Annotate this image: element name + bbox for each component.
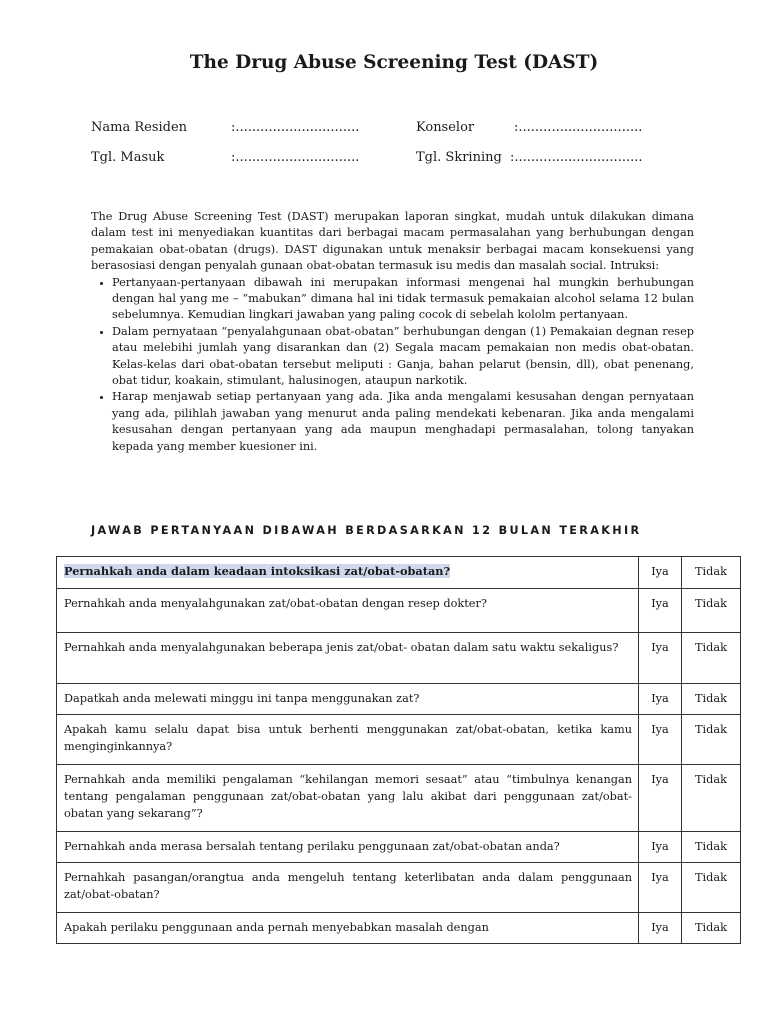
- question-cell: Pernahkah anda merasa bersalah tentang perilaku penggunaan zat/obat-obatan anda?: [57, 832, 639, 863]
- question-cell: Apakah kamu selalu dapat bisa untuk berhenti menggunakan zat/obat-obatan, ketika kamu menginginkannya?: [57, 715, 639, 765]
- answer-no[interactable]: Tidak: [682, 589, 741, 633]
- table-row: [57, 557, 741, 589]
- answer-yes[interactable]: Iya: [639, 863, 682, 913]
- question-cell: Pernahkah pasangan/orangtua anda mengeluh tentang keterlibatan anda dalam penggunaan zat/obat-obatan?: [57, 863, 639, 913]
- answer-no[interactable]: Tidak: [682, 715, 741, 765]
- answer-no[interactable]: Tidak: [682, 633, 741, 684]
- question-cell: Pernahkah anda memiliki pengalaman “kehilangan memori sesaat” atau “timbulnya kenangan tentang pengalaman penggunaan zat/obat-obatan yang lalu akibat dari penggunaan zat/obat-obatan yang sekarang”?: [57, 765, 639, 832]
- nama-residen-label: Nama Residen: [91, 120, 188, 135]
- answer-yes[interactable]: Iya: [639, 633, 682, 684]
- document-title: The Drug Abuse Screening Test (DAST): [189, 52, 599, 73]
- table-row: [57, 715, 741, 765]
- answer-no[interactable]: Tidak: [682, 765, 741, 832]
- instruction-item: • Harap menjawab setiap pertanyaan yang ada. Jika anda mengalami kesusahan dengan pernyataan yang ada, pilihlah jawaban yang menurut anda paling mendekati kebenaran. Jika anda mengalami kesusahan dengan pertanyaan yang ada maupun menghadapi permasalahan, tolong tanyakan kepada yang member kuesioner ini.: [112, 389, 694, 455]
- question-cell: Pernahkah anda menyalahgunakan beberapa jenis zat/obat- obatan dalam satu waktu sekaligus?: [57, 633, 639, 684]
- section-heading: JAWAB PERTANYAAN DIBAWAH BERDASARKAN 12 BULAN TERAKHIR: [91, 524, 642, 537]
- table-row: [57, 913, 741, 944]
- intro-paragraph: The Drug Abuse Screening Test (DAST) merupakan laporan singkat, mudah untuk dilakukan dimana dalam test ini menyediakan kuantitas dari berbagai macam permasalahan yang berhubungan dengan pemakaian obat-obatan (drugs). DAST digunakan untuk menaksir berbagai macam konsekuensi yang berasosiasi dengan penyalah gunaan obat-obatan termasuk isu medis dan masalah social. Intruksi:: [91, 210, 694, 273]
- nama-residen-field[interactable]: :..............................: [231, 120, 360, 135]
- question-cell: [57, 557, 639, 589]
- answer-no[interactable]: Tidak: [682, 832, 741, 863]
- answer-yes[interactable]: Iya: [639, 684, 682, 715]
- tgl-skrining-label: Tgl. Skrining: [416, 150, 502, 165]
- answer-yes[interactable]: Iya: [639, 765, 682, 832]
- answer-yes[interactable]: Iya: [639, 715, 682, 765]
- table-row: [57, 589, 741, 633]
- table-row: [57, 684, 741, 715]
- tgl-skrining-field[interactable]: :...............................: [510, 150, 643, 165]
- konselor-label: Konselor: [416, 120, 475, 135]
- answer-yes[interactable]: Iya: [639, 557, 682, 589]
- tgl-masuk-label: Tgl. Masuk: [91, 150, 165, 165]
- question-cell: Dapatkah anda melewati minggu ini tanpa menggunakan zat?: [57, 684, 639, 715]
- instruction-list: [91, 275, 694, 455]
- answer-yes[interactable]: Iya: [639, 913, 682, 944]
- instruction-item: • Dalam pernyataan “penyalahgunaan obat-obatan” berhubungan dengan (1) Pemakaian degnan resep atau melebihi jumlah yang disarankan dan (2) Segala macam pemakaian non medis obat-obatan. Kelas-kelas dari obat-obatan tersebut meliputi : Ganja, bahan pelarut (bensin, dll), obat penenang, obat tidur, koakain, stimulant, halusinogen, ataupun narkotik.: [112, 324, 694, 390]
- table-row: [57, 863, 741, 913]
- answer-no[interactable]: Tidak: [682, 913, 741, 944]
- intro-section: [91, 209, 694, 455]
- answer-no[interactable]: Tidak: [682, 557, 741, 589]
- table-row: [57, 765, 741, 832]
- answer-yes[interactable]: Iya: [639, 589, 682, 633]
- konselor-field[interactable]: :..............................: [514, 120, 643, 135]
- answer-no[interactable]: Tidak: [682, 863, 741, 913]
- tgl-masuk-field[interactable]: :..............................: [231, 150, 360, 165]
- question-cell: Pernahkah anda menyalahgunakan zat/obat-obatan dengan resep dokter?: [57, 589, 639, 633]
- question-cell: Apakah perilaku penggunaan anda pernah menyebabkan masalah dengan: [57, 913, 639, 944]
- table-row: [57, 633, 741, 684]
- answer-yes[interactable]: Iya: [639, 832, 682, 863]
- instruction-item: • Pertanyaan-pertanyaan dibawah ini merupakan informasi mengenai hal mungkin berhubungan dengan hal yang me – “mabukan” dimana hal ini tidak termasuk pemakaian alcohol selama 12 bulan sebelumnya. Kemudian lingkari jawaban yang paling cocok di sebelah kololm pertanyaan.: [112, 275, 694, 324]
- questionnaire-table: [56, 556, 741, 944]
- table-row: [57, 832, 741, 863]
- question-text: Pernahkah anda dalam keadaan intoksikasi zat/obat-obatan?: [64, 564, 451, 578]
- answer-no[interactable]: Tidak: [682, 684, 741, 715]
